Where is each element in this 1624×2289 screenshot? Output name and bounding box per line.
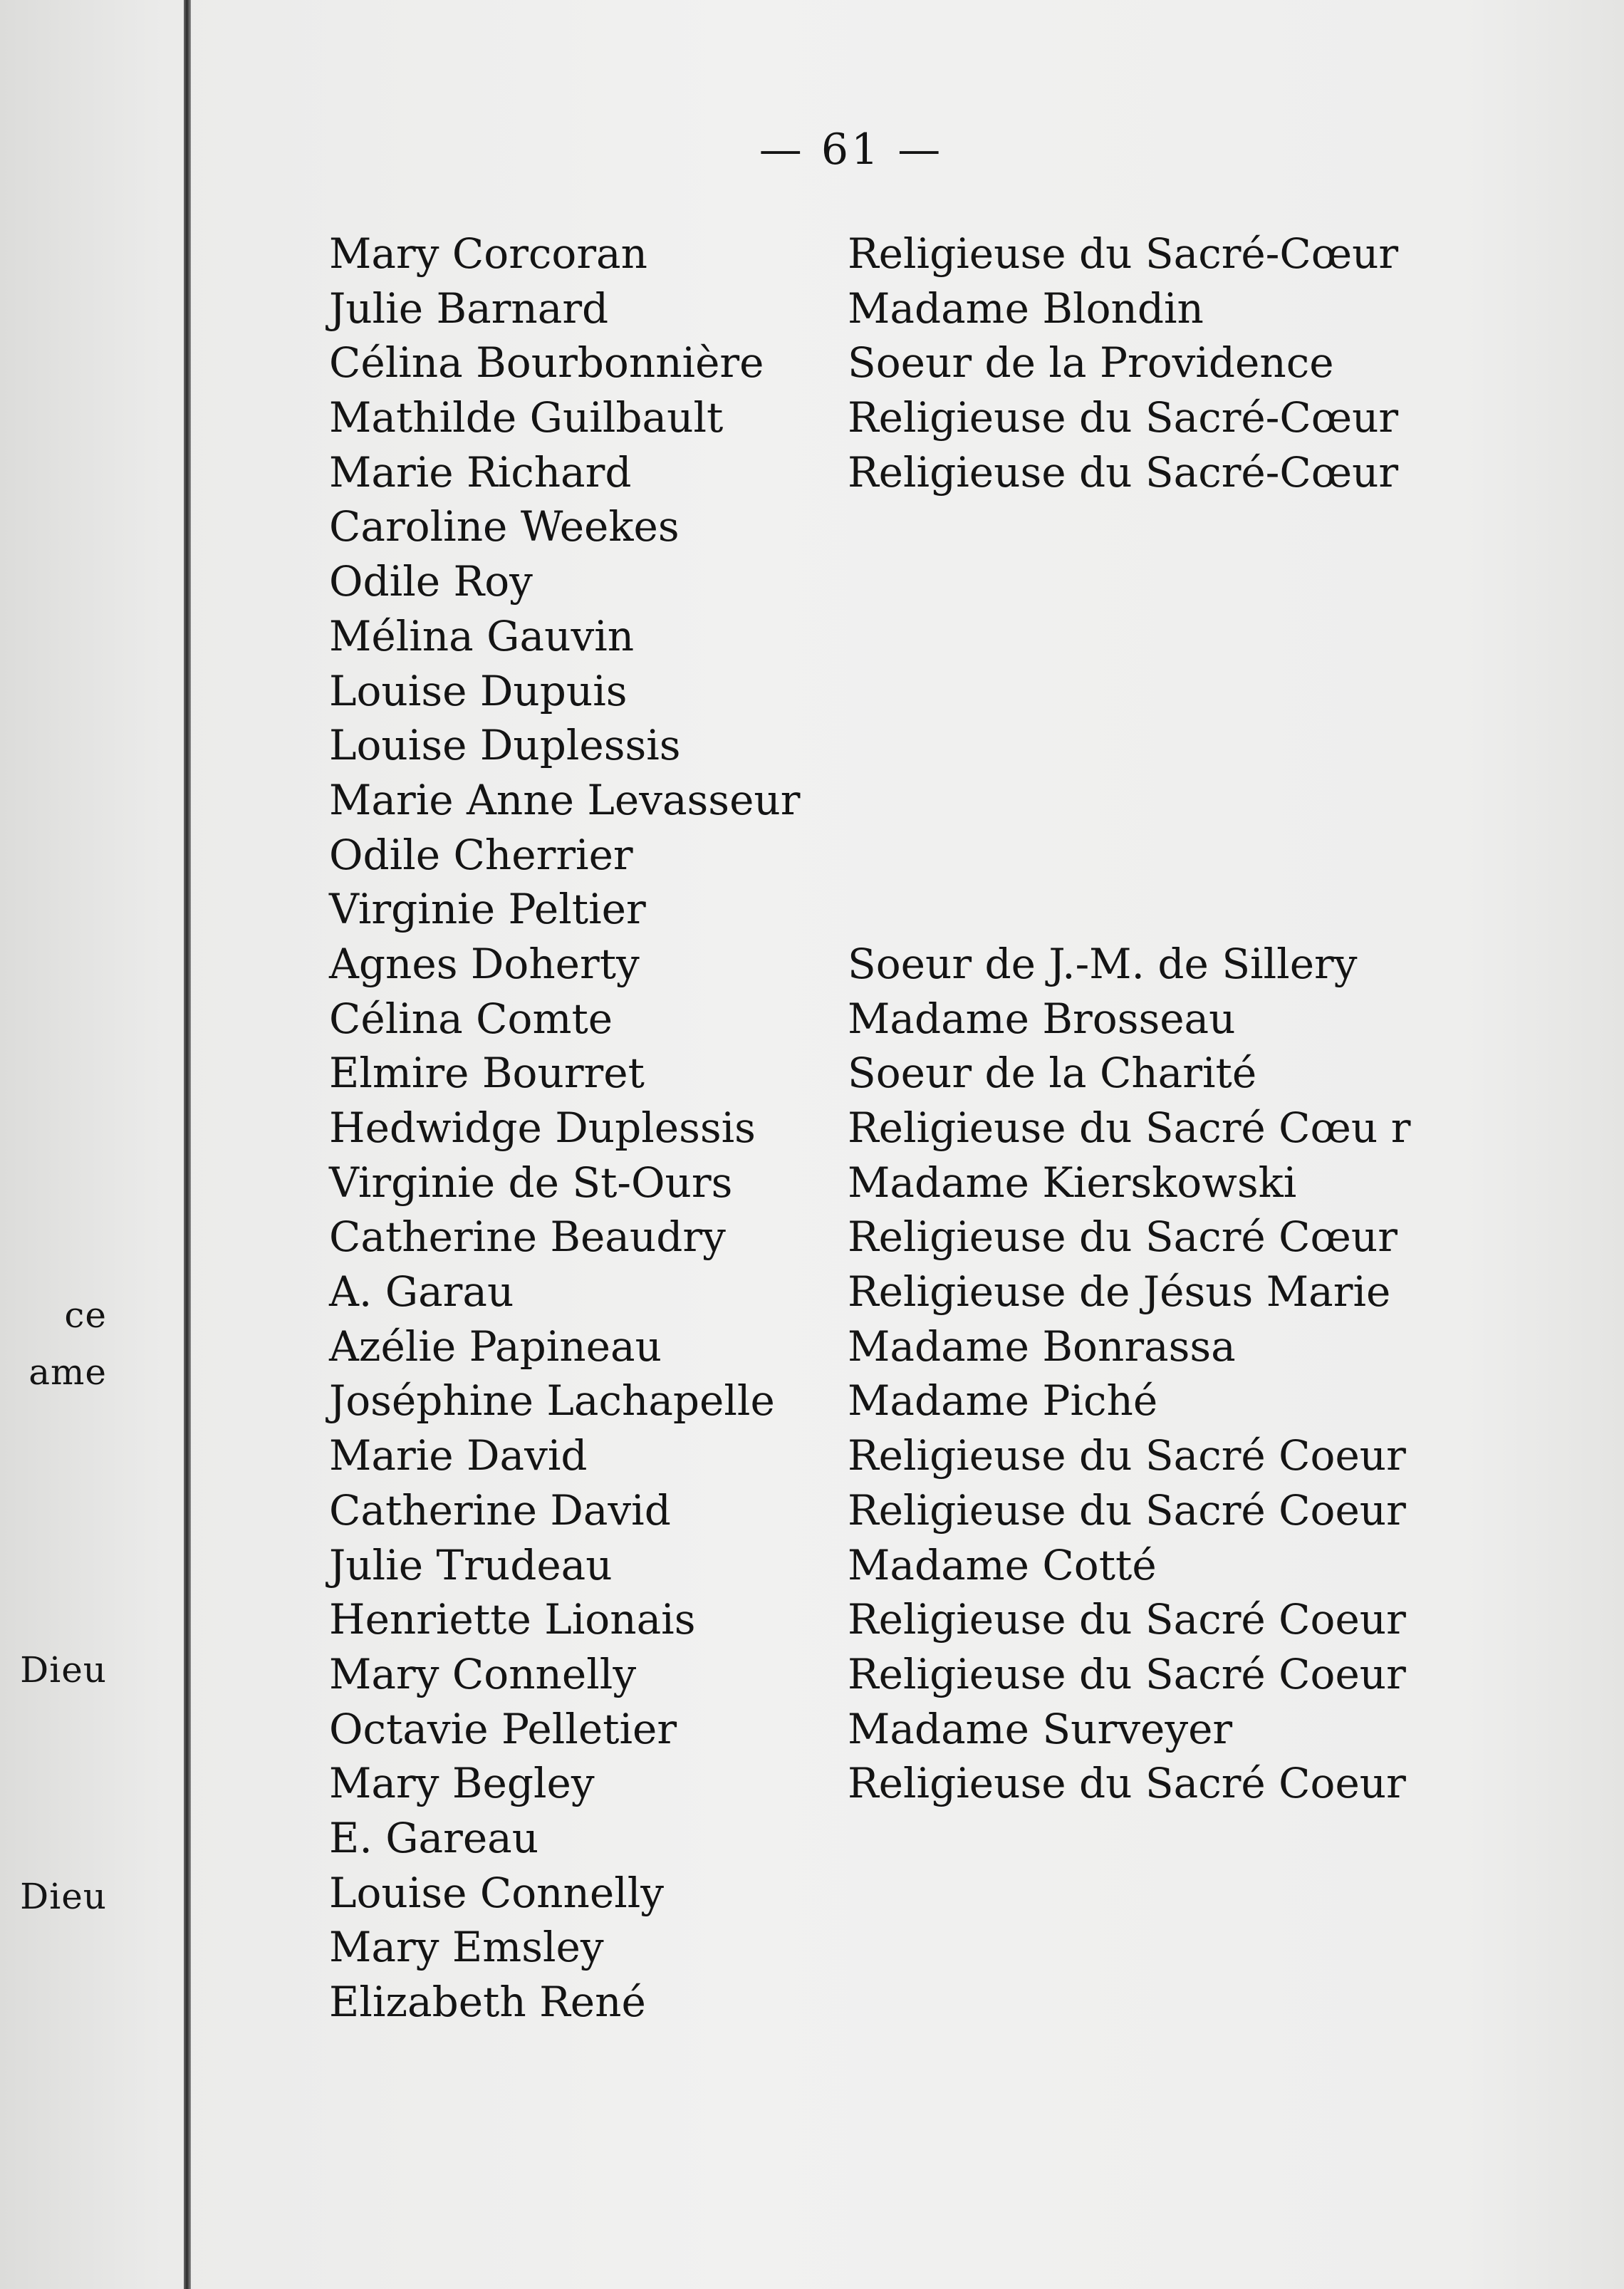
list-row — [329, 718, 1440, 773]
name-list — [329, 227, 1440, 2030]
person-name: Julie Trudeau — [329, 1540, 613, 1589]
person-status: Religieuse du Sacré Coeur — [848, 1595, 1406, 1644]
list-row — [329, 1592, 1440, 1647]
person-status: Madame Kierskowski — [848, 1158, 1297, 1207]
list-row — [329, 1702, 1440, 1757]
person-name: Marie David — [329, 1431, 588, 1480]
person-status: Soeur de J.-M. de Sillery — [848, 939, 1358, 988]
person-name: Mary Begley — [329, 1759, 595, 1808]
person-name: A. Garau — [329, 1267, 514, 1317]
list-row — [329, 1975, 1440, 2030]
person-name: Catherine David — [329, 1485, 671, 1535]
list-row — [329, 1156, 1440, 1210]
person-name: Elmire Bourret — [329, 1049, 645, 1098]
person-status: Madame Surveyer — [848, 1704, 1233, 1753]
list-row — [329, 1920, 1440, 1975]
book-spine-shadow — [184, 0, 191, 2289]
person-name: Louise Duplessis — [329, 721, 681, 770]
person-name: Elizabeth René — [329, 1978, 646, 2026]
person-status: Madame Piché — [848, 1376, 1158, 1426]
person-status: Madame Bonrassa — [848, 1322, 1236, 1371]
list-row — [329, 937, 1440, 992]
person-name: Louise Connelly — [329, 1868, 665, 1917]
list-row — [329, 664, 1440, 719]
person-status: Religieuse du Sacré-Cœur — [848, 447, 1399, 497]
fragment-text: ame — [28, 1351, 107, 1393]
list-row — [329, 1046, 1440, 1101]
list-row — [329, 1374, 1440, 1428]
person-name: Mary Corcoran — [329, 229, 647, 278]
list-row — [329, 390, 1440, 445]
list-row — [329, 499, 1440, 554]
person-status: Madame Blondin — [848, 284, 1204, 333]
person-name: Henriette Lionais — [329, 1595, 696, 1644]
person-name: Célina Comte — [329, 994, 613, 1043]
list-row — [329, 445, 1440, 500]
list-row — [329, 1866, 1440, 1921]
list-row — [329, 609, 1440, 664]
list-row — [329, 1265, 1440, 1319]
person-status: Religieuse du Sacré Coeur — [848, 1431, 1406, 1480]
person-status: Soeur de la Charité — [848, 1049, 1257, 1098]
previous-page-fragments — [0, 0, 107, 2289]
fragment-text: Dieu — [20, 1876, 107, 1917]
person-status: Madame Brosseau — [848, 994, 1236, 1043]
person-status: Religieuse du Sacré-Cœur — [848, 229, 1399, 278]
person-status: Religieuse de Jésus Marie — [848, 1267, 1391, 1317]
list-row — [329, 1101, 1440, 1156]
person-status: Soeur de la Providence — [848, 338, 1334, 388]
list-row — [329, 227, 1440, 281]
person-status: Religieuse du Sacré Cœu r — [848, 1104, 1411, 1152]
person-status: Religieuse du Sacré Cœur — [848, 1213, 1397, 1262]
list-row — [329, 1811, 1440, 1866]
person-status: Religieuse du Sacré Coeur — [848, 1485, 1406, 1535]
person-status: Religieuse du Sacré Coeur — [848, 1649, 1406, 1698]
person-status: Religieuse du Sacré-Cœur — [848, 393, 1399, 442]
list-row — [329, 773, 1440, 828]
person-name: Odile Cherrier — [329, 830, 633, 879]
person-name: Mathilde Guilbault — [329, 393, 724, 442]
list-row — [329, 1319, 1440, 1374]
list-row — [329, 882, 1440, 937]
list-row — [329, 281, 1440, 336]
person-name: Julie Barnard — [329, 284, 609, 333]
list-row — [329, 1538, 1440, 1593]
person-name: Célina Bourbonnière — [329, 338, 764, 388]
list-row — [329, 1483, 1440, 1538]
person-status: Madame Cotté — [848, 1540, 1157, 1589]
person-name: Joséphine Lachapelle — [329, 1376, 775, 1426]
person-name: Odile Roy — [329, 557, 533, 606]
person-name: Marie Richard — [329, 447, 632, 497]
person-name: Louise Dupuis — [329, 666, 628, 715]
person-name: Caroline Weekes — [329, 502, 680, 551]
list-row — [329, 554, 1440, 609]
list-row — [329, 992, 1440, 1047]
fragment-text: Dieu — [20, 1649, 107, 1691]
person-name: Virginie Peltier — [329, 885, 646, 934]
list-row — [329, 1210, 1440, 1265]
list-row — [329, 1647, 1440, 1702]
person-name: Mélina Gauvin — [329, 611, 635, 660]
list-row — [329, 828, 1440, 883]
person-status: Religieuse du Sacré Coeur — [848, 1759, 1406, 1808]
person-name: Mary Emsley — [329, 1923, 604, 1972]
person-name: Catherine Beaudry — [329, 1213, 726, 1262]
person-name: Virginie de St-Ours — [329, 1158, 733, 1207]
list-row — [329, 1428, 1440, 1483]
person-name: Octavie Pelletier — [329, 1704, 677, 1753]
list-row — [329, 336, 1440, 390]
fragment-text: ce — [64, 1294, 107, 1336]
person-name: Hedwidge Duplessis — [329, 1104, 756, 1152]
person-name: E. Gareau — [329, 1813, 539, 1862]
person-name: Agnes Doherty — [329, 939, 640, 988]
person-name: Mary Connelly — [329, 1649, 637, 1698]
list-row — [329, 1756, 1440, 1811]
person-name: Azélie Papineau — [329, 1322, 662, 1371]
page-number: — 61 — — [759, 125, 944, 175]
person-name: Marie Anne Levasseur — [329, 775, 801, 824]
